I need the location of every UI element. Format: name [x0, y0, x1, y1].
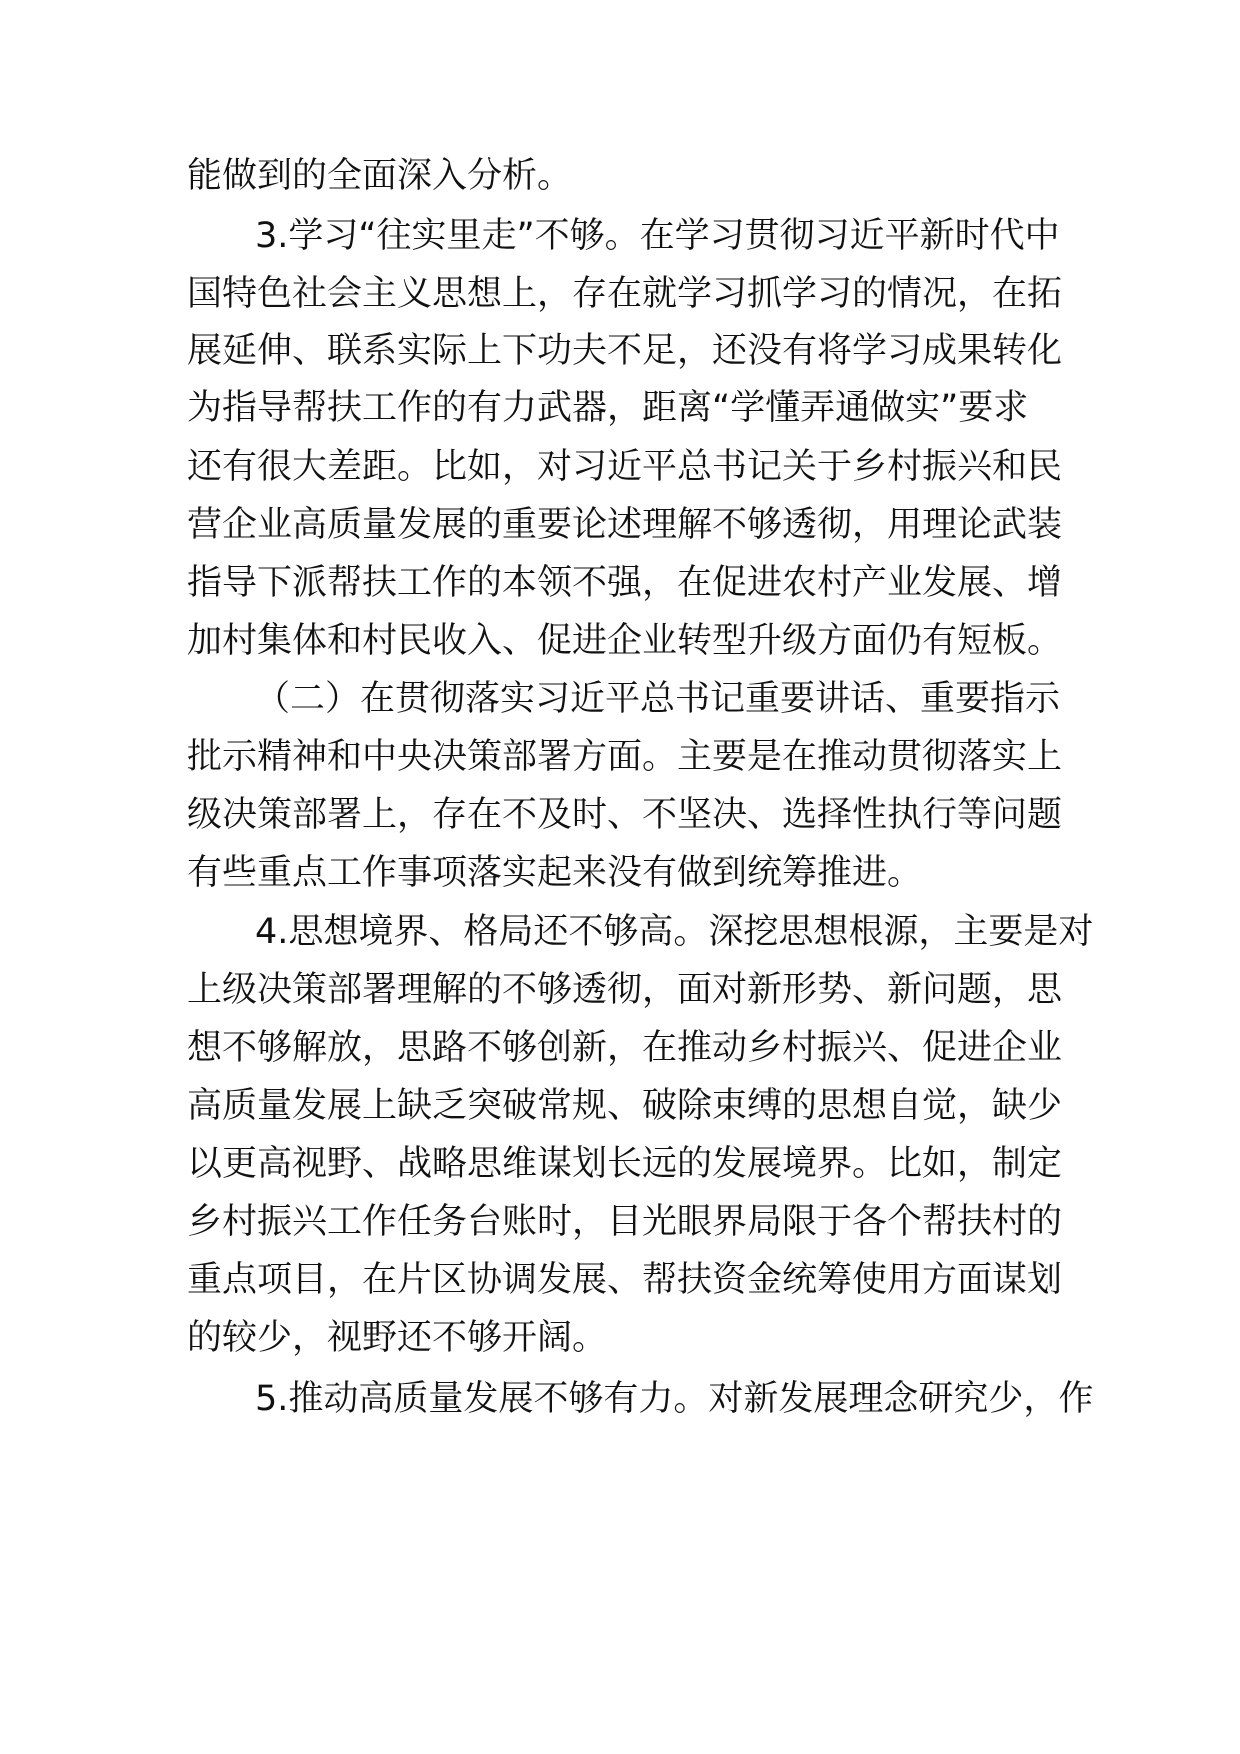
paragraph-line: 国特色社会主义思想上，存在就学习抓学习的情况，在拓	[187, 274, 1063, 314]
paragraph-line: 加村集体和村民收入、促进企业转型升级方面仍有短板。	[187, 621, 1063, 661]
paragraph-line: 营企业高质量发展的重要论述理解不够透彻，用理论武装	[187, 505, 1063, 545]
paragraph-line: 3.学习“往实里走”不够。在学习贯彻习近平新时代中	[255, 216, 1060, 256]
paragraph-line: （二）在贯彻落实习近平总书记重要讲话、重要指示	[255, 679, 1061, 719]
paragraph-line: 4.思想境界、格局还不够高。深挖思想根源，主要是对	[255, 912, 1094, 952]
paragraph-line: 上级决策部署理解的不够透彻，面对新形势、新问题，思	[187, 970, 1063, 1010]
paragraph-line: 高质量发展上缺乏突破常规、破除束缚的思想自觉，缺少	[187, 1086, 1063, 1126]
paragraph-line: 展延伸、联系实际上下功夫不足，还没有将学习成果转化	[187, 331, 1063, 371]
paragraph-line: 指导下派帮扶工作的本领不强，在促进农村产业发展、增	[187, 563, 1063, 603]
paragraph-line: 还有很大差距。比如，对习近平总书记关于乡村振兴和民	[187, 447, 1063, 487]
paragraph-line: 想不够解放，思路不够创新，在推动乡村振兴、促进企业	[187, 1028, 1063, 1068]
paragraph-line: 重点项目，在片区协调发展、帮扶资金统筹使用方面谋划	[187, 1260, 1063, 1300]
paragraph-line: 为指导帮扶工作的有力武器，距离“学懂弄通做实”要求	[187, 388, 1029, 428]
paragraph-line: 的较少，视野还不够开阔。	[187, 1318, 608, 1358]
paragraph-line: 批示精神和中央决策部署方面。主要是在推动贯彻落实上	[187, 737, 1063, 777]
paragraph-line: 5.推动高质量发展不够有力。对新发展理念研究少，作	[255, 1379, 1094, 1419]
paragraph-line: 有些重点工作事项落实起来没有做到统筹推进。	[187, 853, 923, 893]
paragraph-line: 级决策部署上，存在不及时、不坚决、选择性执行等问题	[187, 795, 1063, 835]
paragraph-line: 乡村振兴工作任务台账时，目光眼界局限于各个帮扶村的	[187, 1202, 1063, 1242]
paragraph-line: 以更高视野、战略思维谋划长远的发展境界。比如，制定	[187, 1144, 1063, 1184]
paragraph-line: 能做到的全面深入分析。	[187, 156, 573, 196]
